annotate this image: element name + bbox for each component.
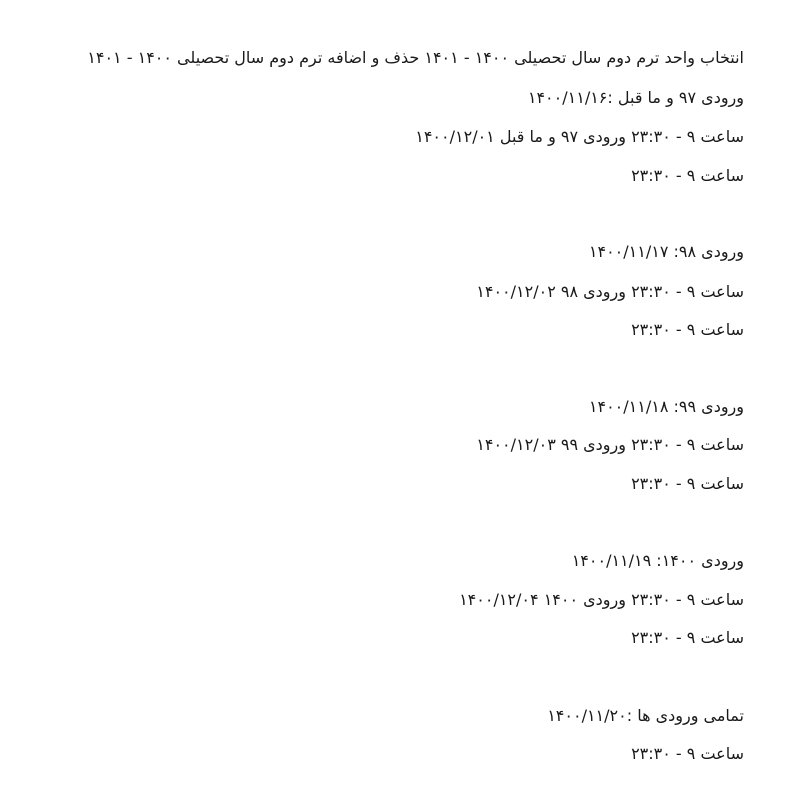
entry-99-time-line: ساعت ۹ - ۲۳:۳۰ ورودی ۹۹ ۱۴۰۰/۱۲/۰۳ [476,435,744,454]
all-entries-date-line: تمامی ورودی ها :۱۴۰۰/۱۱/۲۰ [547,706,744,725]
entry-97-time-line-2: ساعت ۹ - ۲۳:۳۰ [631,166,744,185]
heading-line: انتخاب واحد ترم دوم سال تحصیلی ۱۴۰۰ - ۱۴۰۱ حذف و اضافه ترم دوم سال تحصیلی ۱۴۰۰ - ۱۴۰۱ [87,48,744,67]
entry-98-date-line: ورودی ۹۸: ۱۴۰۰/۱۱/۱۷ [588,242,744,261]
entry-99-time-line-2: ساعت ۹ - ۲۳:۳۰ [631,474,744,493]
entry-97-date-line: ورودی ۹۷ و ما قبل :۱۴۰۰/۱۱/۱۶ [527,88,744,107]
entry-98-time-line: ساعت ۹ - ۲۳:۳۰ ورودی ۹۸ ۱۴۰۰/۱۲/۰۲ [476,282,744,301]
entry-1400-time-line-2: ساعت ۹ - ۲۳:۳۰ [631,628,744,647]
entry-97-time-line: ساعت ۹ - ۲۳:۳۰ ورودی ۹۷ و ما قبل ۱۴۰۰/۱۲/۰۱ [415,127,744,146]
all-entries-time-line: ساعت ۹ - ۲۳:۳۰ [631,744,744,763]
entry-98-time-line-2: ساعت ۹ - ۲۳:۳۰ [631,320,744,339]
entry-99-date-line: ورودی ۹۹: ۱۴۰۰/۱۱/۱۸ [588,397,744,416]
entry-1400-time-line: ساعت ۹ - ۲۳:۳۰ ورودی ۱۴۰۰ ۱۴۰۰/۱۲/۰۴ [459,590,744,609]
entry-1400-date-line: ورودی ۱۴۰۰: ۱۴۰۰/۱۱/۱۹ [571,551,744,570]
